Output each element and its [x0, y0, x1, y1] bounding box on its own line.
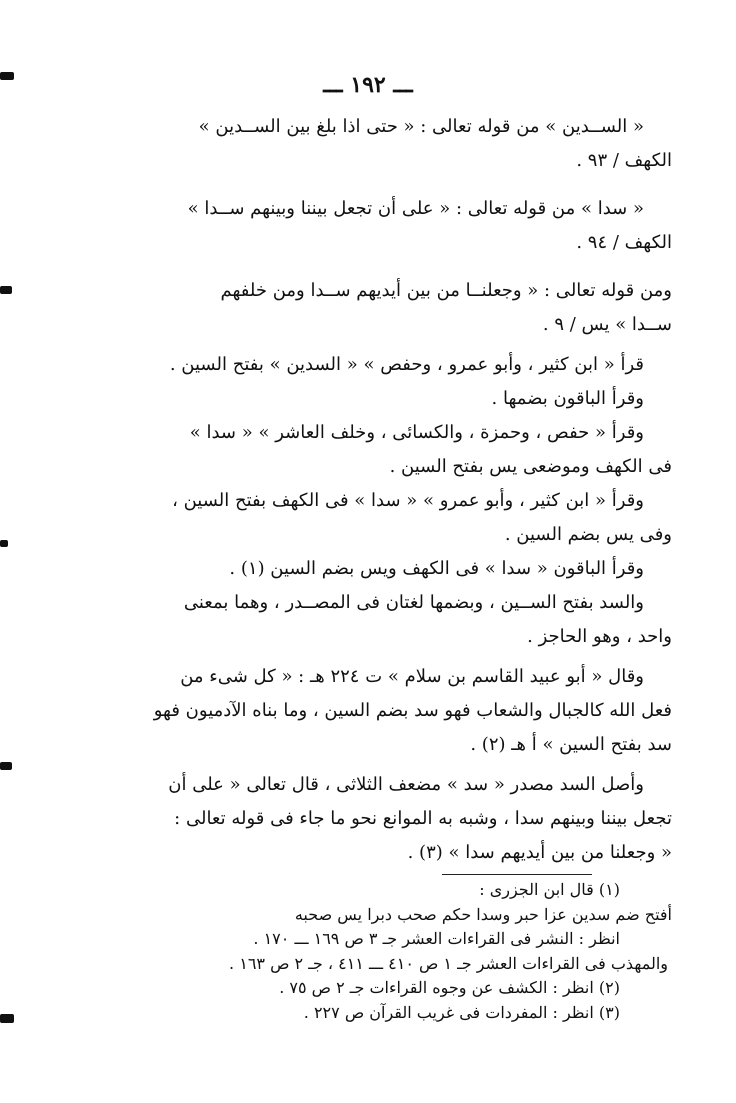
main-text — [60, 110, 672, 870]
footnote-separator — [442, 874, 592, 875]
page-number: ـــ ١٩٢ ـــ — [323, 72, 413, 98]
text-line: قرأ « ابن كثير ، وأبو عمرو ، وحفص » « السدين » بفتح السين . — [169, 354, 644, 375]
text-line: الكهف / ٩٣ . — [576, 150, 672, 171]
footnotes — [60, 878, 672, 1025]
text-line: وقرأ الباقون بضمها . — [491, 388, 644, 409]
text-line: وقال « أبو عبيد القاسم بن سلام » ت ٢٢٤ هـ : « كل شىء من — [180, 666, 644, 687]
text-line: فى الكهف وموضعى يس بفتح السين . — [389, 456, 672, 477]
footnote-line: (٢) انظر : الكشف عن وجوه القراءات جـ ٢ ص ٧٥ . — [279, 978, 620, 997]
text-line: « وجعلنا من بين أيديهم سدا » (٣) . — [407, 842, 672, 863]
text-line: وقرأ « ابن كثير ، وأبو عمرو » « سدا » فى الكهف بفتح السين ، — [172, 490, 644, 511]
footnote-line: (٣) انظر : المفردات فى غريب القرآن ص ٢٢٧ . — [303, 1002, 620, 1022]
text-line: وقرأ الباقون « سدا » فى الكهف ويس بضم السين (١) . — [229, 558, 644, 579]
text-line: واحد ، وهو الحاجز . — [527, 626, 672, 647]
text-line: وأصل السد مصدر « سد » مضعف الثلاثى ، قال تعالى « على أن — [168, 774, 644, 795]
footnote-verse: أفتح ضم سدين عزا حبر وسدا حكم صحب دبرا يس صحبه — [294, 904, 672, 924]
text-line: « سدا » من قوله تعالى : « على أن تجعل بيننا وبينهم ســدا » — [187, 198, 644, 219]
text-line: الكهف / ٩٤ . — [576, 232, 672, 253]
text-line: فعل الله كالجبال والشعاب فهو سد بضم السين ، وما بناه الآدميون فهو — [153, 700, 672, 721]
text-line: تجعل بيننا وبينهم سدا ، وشبه به الموانع نحو ما جاء فى قوله تعالى : — [174, 808, 672, 829]
text-line: وفى يس بضم السين . — [504, 524, 672, 545]
text-line: « الســدين » من قوله تعالى : « حتى اذا بلغ بين الســدين » — [198, 116, 644, 137]
text-line: ومن قوله تعالى : « وجعلنــا من بين أيديهم ســدا ومن خلفهم — [220, 280, 672, 301]
text-line: ســدا » يس / ٩ . — [542, 314, 672, 335]
binding-mark — [0, 762, 12, 770]
text-line: سد بفتح السين » أ هـ (٢) . — [470, 734, 672, 755]
binding-mark — [0, 540, 8, 547]
footnote-line: والمهذب فى القراءات العشر جـ ١ ص ٤١٠ ـــ ٤١١ ، جـ ٢ ص ١٦٣ . — [229, 953, 668, 973]
text-line: وقرأ « حفص ، وحمزة ، والكسائى ، وخلف العاشر » « سدا » — [189, 422, 644, 443]
binding-mark — [0, 1014, 14, 1023]
binding-mark — [0, 286, 12, 294]
footnote-line: انظر : النشر فى القراءات العشر جـ ٣ ص ١٦٩ ـــ ١٧٠ . — [253, 929, 620, 948]
footnote-line: (١) قال ابن الجزرى : — [479, 880, 620, 899]
text-line: والسد بفتح الســين ، وبضمها لغتان فى المصــدر ، وهما بمعنى — [183, 592, 644, 613]
